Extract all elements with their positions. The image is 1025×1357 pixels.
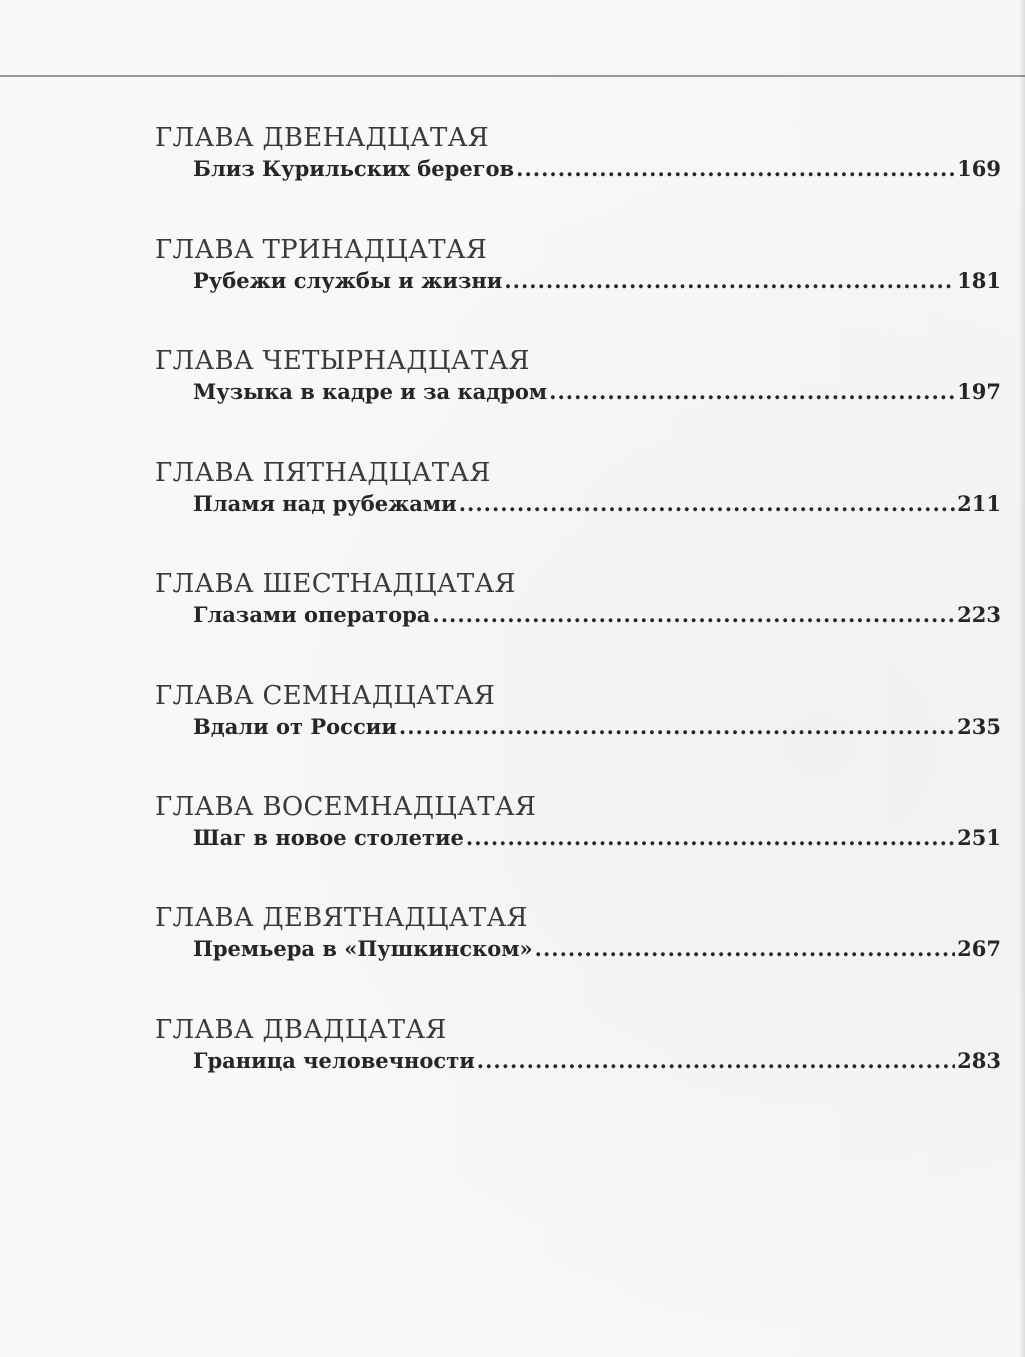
toc-line (193, 155, 1001, 183)
toc-entry (0, 792, 1025, 862)
chapter-title: Пламя над рубежами (193, 491, 457, 516)
chapter-heading: ГЛАВА ДЕВЯТНАДЦАТАЯ (155, 903, 528, 933)
toc-line (193, 935, 1001, 963)
toc-line (193, 713, 1001, 741)
toc-entry (0, 123, 1025, 193)
dot-leader (477, 1047, 955, 1075)
toc-entry (0, 346, 1025, 416)
chapter-title: Рубежи службы и жизни (193, 268, 503, 293)
toc-line (193, 490, 1001, 518)
dot-leader (466, 824, 955, 852)
chapter-title: Музыка в кадре и за кадром (193, 379, 548, 404)
chapter-heading: ГЛАВА ТРИНАДЦАТАЯ (155, 235, 488, 265)
chapter-heading: ГЛАВА ЧЕТЫРНАДЦАТАЯ (155, 346, 530, 376)
page-number: 267 (957, 936, 1001, 961)
chapter-heading: ГЛАВА ДВАДЦАТАЯ (155, 1015, 447, 1045)
chapter-title: Вдали от России (193, 714, 397, 739)
toc-entry (0, 235, 1025, 305)
dot-leader (535, 935, 956, 963)
toc-line (193, 267, 1001, 295)
chapter-title: Близ Курильских берегов (193, 156, 515, 181)
page-number: 223 (957, 602, 1001, 627)
chapter-heading: ГЛАВА ДВЕНАДЦАТАЯ (155, 123, 489, 153)
toc-line (193, 824, 1001, 852)
toc-line (193, 601, 1001, 629)
dot-leader (516, 155, 955, 183)
dot-leader (549, 378, 955, 406)
toc-entry (0, 458, 1025, 528)
chapter-title: Глазами оператора (193, 602, 431, 627)
page-number: 197 (957, 379, 1001, 404)
page-number: 235 (957, 714, 1001, 739)
page-number: 169 (957, 156, 1001, 181)
chapter-heading: ГЛАВА ВОСЕМНАДЦАТАЯ (155, 792, 537, 822)
page-number: 181 (957, 268, 1001, 293)
chapter-heading: ГЛАВА СЕМНАДЦАТАЯ (155, 681, 496, 711)
chapter-title: Премьера в «Пушкинском» (193, 936, 533, 961)
page-edge-shadow (1019, 0, 1025, 1357)
dot-leader (399, 713, 955, 741)
dot-leader (504, 267, 955, 295)
page-number: 251 (957, 825, 1001, 850)
toc-entry (0, 1015, 1025, 1085)
chapter-title: Граница человечности (193, 1048, 475, 1073)
toc-entry (0, 681, 1025, 751)
page-number: 211 (957, 491, 1001, 516)
toc-line (193, 1047, 1001, 1075)
toc-line (193, 378, 1001, 406)
dot-leader (432, 601, 955, 629)
chapter-heading: ГЛАВА ПЯТНАДЦАТАЯ (155, 458, 491, 488)
chapter-heading: ГЛАВА ШЕСТНАДЦАТАЯ (155, 569, 516, 599)
toc-entry (0, 903, 1025, 973)
chapter-title: Шаг в новое столетие (193, 825, 464, 850)
toc-entry (0, 569, 1025, 639)
top-rule (0, 75, 1025, 77)
page-number: 283 (957, 1048, 1001, 1073)
dot-leader (459, 490, 955, 518)
